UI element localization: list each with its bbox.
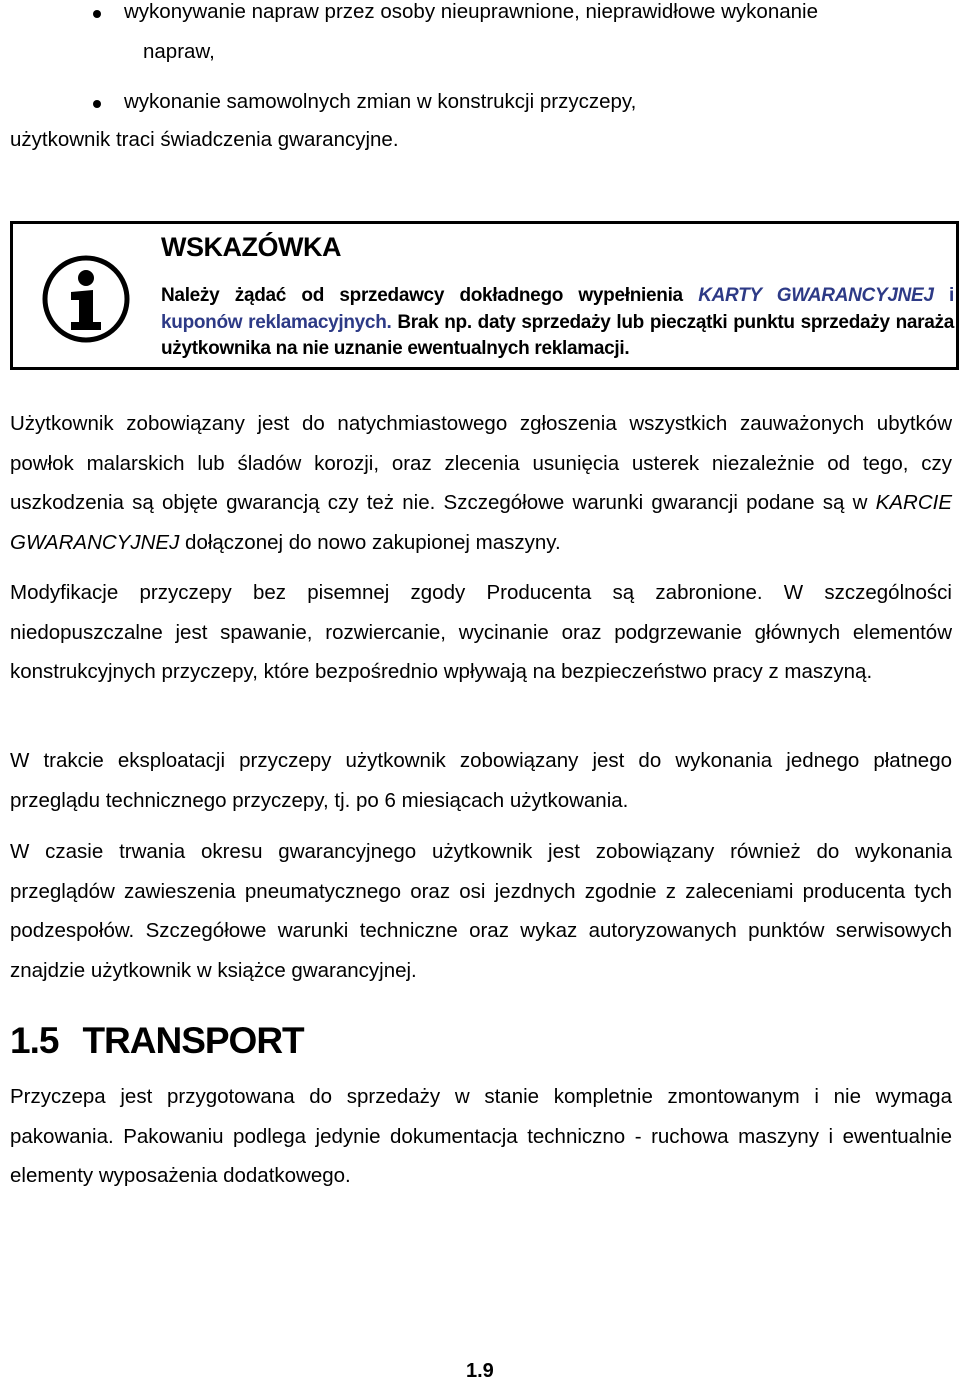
hint-box [10, 221, 959, 370]
bullet-text: wykonanie samowolnych zmian w konstrukcji przyczepy, [124, 90, 637, 113]
paragraph-4 [10, 832, 952, 990]
warranty-loss-text: użytkownik traci świadczenia gwarancyjne. [10, 128, 399, 151]
bullet-list [10, 0, 952, 122]
section-heading [10, 1020, 304, 1062]
document-page [10, 0, 955, 1187]
bullet-icon [93, 10, 101, 18]
paragraph-3 [10, 741, 952, 820]
hint-text-part2: i kuponów reklamacyjnych. [161, 285, 955, 333]
bullet-text-line1: wykonywanie napraw przez osoby nieuprawnione, nieprawidłowe wykonanie [124, 0, 818, 23]
info-icon [41, 254, 131, 344]
paragraph-2 [10, 573, 952, 692]
paragraph-4-text: W czasie trwania okresu gwarancyjnego użytkownik jest zobowiązany również do wykonania przeglądów zawieszenia pneumatycznego oraz osi jezdnych zgodnie z zaleceniami producenta tych podzespołów. Szczegółowe warunki techniczne oraz wykaz autoryzowanych punktów serwisowych znajdzie użytkownik w książce gwarancyjnej. [10, 840, 952, 982]
section-title: TRANSPORT [82, 1020, 304, 1061]
list-item [10, 0, 952, 72]
page-number: 1.9 [466, 1360, 494, 1382]
hint-text [161, 283, 954, 363]
list-item [10, 82, 952, 122]
paragraph-1-part1: Użytkownik zobowiązany jest do natychmiastowego zgłoszenia wszystkich zauważonych ubytków powłok malarskich lub śladów korozji, oraz zlecenia usunięcia usterek niezależnie od tego, czy uszkodzenia są objęte gwarancją czy też nie. Szczegółowe warunki gwarancji podane są w [10, 412, 952, 514]
transport-paragraph-text: Przyczepa jest przygotowana do sprzedaży w stanie kompletnie zmontowanym i nie wymaga pakowania. Pakowaniu podlega jedynie dokumentacja techniczno - ruchowa maszyny i ewentualnie elementy wyposażenia dodatkowego. [10, 1085, 952, 1187]
paragraph-2-text: Modyfikacje przyczepy bez pisemnej zgody Producenta są zabronione. W szczególności niedopuszczalne jest spawanie, rozwiercanie, wycinanie oraz podgrzewanie głównych elementów konstrukcyjnych przyczepy, które bezpośrednio wpływają na bezpieczeństwo pracy z maszyną. [10, 581, 952, 683]
hint-text-part1: Należy żądać od sprzedawcy dokładnego wypełnienia [161, 285, 683, 306]
hint-text-italic: KARTY GWARANCYJNEJ [698, 285, 934, 306]
section-number: 1.5 [10, 1020, 59, 1061]
paragraph-1 [10, 404, 952, 562]
paragraph-1-text [10, 404, 952, 562]
paragraph-3-text: W trakcie eksploatacji przyczepy użytkownik zobowiązany jest do wykonania jednego płatnego przeglądu technicznego przyczepy, tj. po 6 miesiącach użytkowania. [10, 749, 952, 812]
transport-paragraph [10, 1077, 952, 1196]
hint-text-part3: Brak np. daty sprzedaży lub pieczątki punktu sprzedaży naraża użytkownika na nie uznanie ewentualnych reklamacji. [161, 311, 954, 359]
bullet-text-line2: napraw, [143, 40, 215, 63]
paragraph-1-italic: KARCIE GWARANCYJNEJ [10, 491, 952, 554]
hint-title: WSKAZÓWKA [161, 232, 341, 262]
paragraph-1-part2: dołączonej do nowo zakupionej maszyny. [185, 530, 561, 554]
bullet-icon [93, 100, 101, 108]
